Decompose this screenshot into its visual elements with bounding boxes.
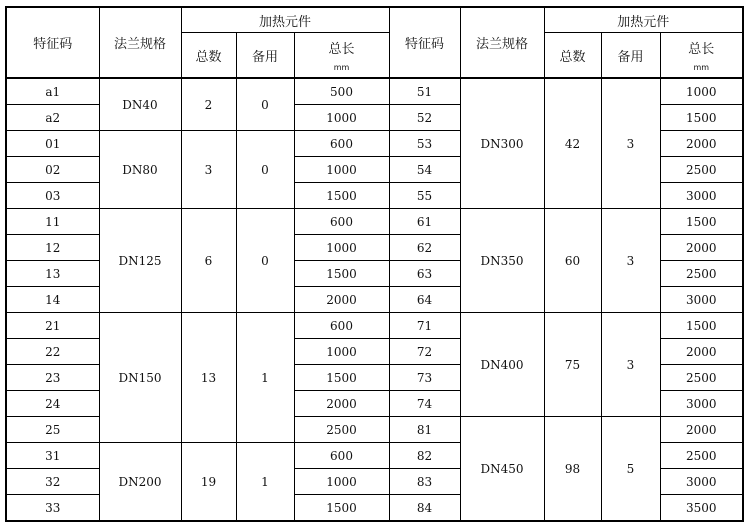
- right-code-cell: 74: [389, 391, 460, 417]
- left-code-cell: a1: [6, 78, 99, 105]
- table-row: [6, 209, 743, 235]
- right-total-cell: 98: [544, 417, 601, 522]
- header-length-right: 总长 mm: [660, 33, 743, 79]
- left-spare-cell: 0: [236, 78, 294, 131]
- right-spare-cell: 3: [601, 209, 660, 313]
- left-code-cell: 32: [6, 469, 99, 495]
- left-length-cell: 500: [294, 78, 389, 105]
- left-code-cell: 25: [6, 417, 99, 443]
- left-length-cell: 600: [294, 131, 389, 157]
- table-body: [6, 78, 743, 521]
- right-flange-cell: DN400: [460, 313, 544, 417]
- right-length-cell: 2500: [660, 365, 743, 391]
- left-length-cell: 600: [294, 209, 389, 235]
- left-length-cell: 1000: [294, 105, 389, 131]
- left-code-cell: 13: [6, 261, 99, 287]
- left-spare-cell: 1: [236, 313, 294, 443]
- left-length-cell: 1500: [294, 261, 389, 287]
- left-length-cell: 1500: [294, 365, 389, 391]
- left-code-cell: 03: [6, 183, 99, 209]
- right-code-cell: 84: [389, 495, 460, 522]
- header-flange: 法兰规格: [99, 7, 181, 78]
- right-length-cell: 1500: [660, 209, 743, 235]
- right-spare-cell: 5: [601, 417, 660, 522]
- left-code-cell: 33: [6, 495, 99, 522]
- left-length-cell: 1000: [294, 339, 389, 365]
- right-code-cell: 64: [389, 287, 460, 313]
- left-flange-cell: DN40: [99, 78, 181, 131]
- header-heater: 加热元件: [181, 7, 389, 33]
- right-code-cell: 53: [389, 131, 460, 157]
- header-spare-right: 备用: [601, 33, 660, 79]
- left-code-cell: 01: [6, 131, 99, 157]
- left-code-cell: 31: [6, 443, 99, 469]
- right-flange-cell: DN350: [460, 209, 544, 313]
- right-length-cell: 1500: [660, 313, 743, 339]
- left-length-cell: 1500: [294, 495, 389, 522]
- left-total-cell: 13: [181, 313, 236, 443]
- left-spare-cell: 1: [236, 443, 294, 522]
- left-length-cell: 1000: [294, 469, 389, 495]
- right-code-cell: 82: [389, 443, 460, 469]
- right-total-cell: 60: [544, 209, 601, 313]
- right-spare-cell: 3: [601, 78, 660, 209]
- right-length-cell: 3500: [660, 495, 743, 522]
- left-code-cell: 11: [6, 209, 99, 235]
- right-length-cell: 3000: [660, 391, 743, 417]
- left-total-cell: 3: [181, 131, 236, 209]
- right-length-cell: 3000: [660, 287, 743, 313]
- table-row: [6, 78, 743, 105]
- right-spare-cell: 3: [601, 313, 660, 417]
- left-code-cell: 23: [6, 365, 99, 391]
- left-code-cell: 24: [6, 391, 99, 417]
- left-code-cell: 12: [6, 235, 99, 261]
- left-length-cell: 1000: [294, 157, 389, 183]
- right-code-cell: 81: [389, 417, 460, 443]
- header-spare: 备用: [236, 33, 294, 79]
- left-flange-cell: DN200: [99, 443, 181, 522]
- left-spare-cell: 0: [236, 131, 294, 209]
- header-heater-right: 加热元件: [544, 7, 743, 33]
- left-length-cell: 2000: [294, 287, 389, 313]
- right-code-cell: 55: [389, 183, 460, 209]
- header-unit-right: mm: [693, 63, 710, 72]
- right-length-cell: 1000: [660, 78, 743, 105]
- header-code: 特征码: [6, 7, 99, 78]
- header-code-right: 特征码: [389, 7, 460, 78]
- left-code-cell: 14: [6, 287, 99, 313]
- right-total-cell: 75: [544, 313, 601, 417]
- right-flange-cell: DN300: [460, 78, 544, 209]
- left-length-cell: 1000: [294, 235, 389, 261]
- left-flange-cell: DN150: [99, 313, 181, 443]
- right-length-cell: 2000: [660, 339, 743, 365]
- right-code-cell: 72: [389, 339, 460, 365]
- left-code-cell: 02: [6, 157, 99, 183]
- right-code-cell: 83: [389, 469, 460, 495]
- header-unit: mm: [333, 63, 350, 72]
- right-code-cell: 51: [389, 78, 460, 105]
- right-length-cell: 2000: [660, 235, 743, 261]
- left-code-cell: a2: [6, 105, 99, 131]
- right-length-cell: 2500: [660, 157, 743, 183]
- right-length-cell: 1500: [660, 105, 743, 131]
- left-flange-cell: DN80: [99, 131, 181, 209]
- header-total: 总数: [181, 33, 236, 79]
- table-row: [6, 313, 743, 339]
- header-length: 总长 mm: [294, 33, 389, 79]
- right-code-cell: 71: [389, 313, 460, 339]
- right-length-cell: 2500: [660, 443, 743, 469]
- left-spare-cell: 0: [236, 209, 294, 313]
- heater-spec-table: [5, 6, 744, 522]
- header-flange-right: 法兰规格: [460, 7, 544, 78]
- right-code-cell: 62: [389, 235, 460, 261]
- left-total-cell: 6: [181, 209, 236, 313]
- left-flange-cell: DN125: [99, 209, 181, 313]
- right-code-cell: 73: [389, 365, 460, 391]
- right-length-cell: 3000: [660, 469, 743, 495]
- left-length-cell: 2000: [294, 391, 389, 417]
- left-length-cell: 600: [294, 443, 389, 469]
- right-total-cell: 42: [544, 78, 601, 209]
- left-total-cell: 2: [181, 78, 236, 131]
- right-flange-cell: DN450: [460, 417, 544, 522]
- left-code-cell: 21: [6, 313, 99, 339]
- right-length-cell: 2000: [660, 417, 743, 443]
- right-code-cell: 54: [389, 157, 460, 183]
- right-code-cell: 63: [389, 261, 460, 287]
- left-length-cell: 1500: [294, 183, 389, 209]
- header-total-right: 总数: [544, 33, 601, 79]
- right-code-cell: 52: [389, 105, 460, 131]
- left-total-cell: 19: [181, 443, 236, 522]
- left-code-cell: 22: [6, 339, 99, 365]
- left-length-cell: 2500: [294, 417, 389, 443]
- right-code-cell: 61: [389, 209, 460, 235]
- left-length-cell: 600: [294, 313, 389, 339]
- right-length-cell: 2500: [660, 261, 743, 287]
- right-length-cell: 3000: [660, 183, 743, 209]
- right-length-cell: 2000: [660, 131, 743, 157]
